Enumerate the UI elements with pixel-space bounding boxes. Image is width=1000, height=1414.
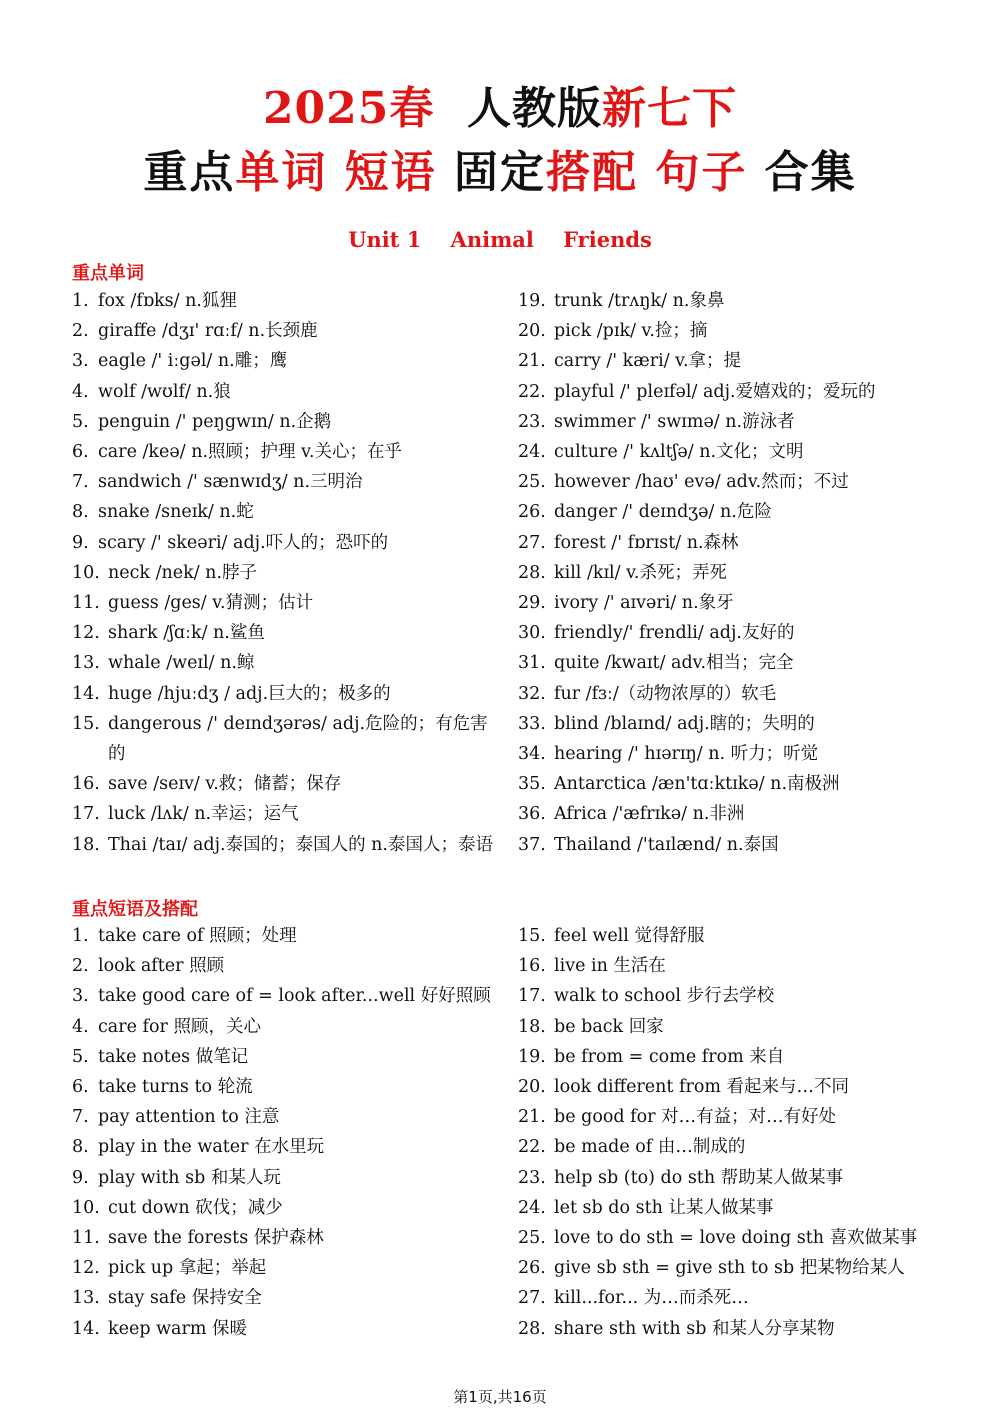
list-item xyxy=(518,830,938,860)
list-item xyxy=(72,981,492,1011)
list-item xyxy=(518,1132,938,1162)
item-text: share sth with sb 和某人分享某物 xyxy=(554,1318,835,1339)
item-text: look after 照顾 xyxy=(98,956,225,977)
item-text: live in 生活在 xyxy=(554,956,666,977)
item-text: let sb do sth 让某人做某事 xyxy=(554,1197,774,1218)
list-item xyxy=(72,467,502,497)
item-text: however /haʊ' evə/ adv.然而；不过 xyxy=(554,472,849,493)
item-number: 11. xyxy=(72,593,100,614)
list-item xyxy=(72,1193,492,1223)
list-item xyxy=(72,709,502,769)
item-text: keep warm 保暖 xyxy=(108,1318,248,1339)
list-item xyxy=(518,588,938,618)
title-segment: 合集 xyxy=(764,147,857,198)
item-text: take care of 照顾；处理 xyxy=(98,926,297,946)
item-number: 37. xyxy=(518,834,546,855)
item-number: 18. xyxy=(72,834,100,855)
list-item xyxy=(518,981,938,1011)
item-text: dangerous /' deɪndʒərəs/ adj.危险的；有危害的 xyxy=(108,713,488,765)
list-item xyxy=(518,346,938,376)
list-item xyxy=(518,618,938,648)
item-number: 28. xyxy=(518,1318,546,1339)
item-text: take good care of = look after...well 好好照顾 xyxy=(98,986,491,1007)
item-number: 33. xyxy=(518,713,546,734)
item-number: 25. xyxy=(518,472,546,493)
phrases-section-heading: 重点短语及搭配 xyxy=(72,899,198,920)
item-text: Antarctica /æn'tɑːktɪkə/ n.南极洲 xyxy=(554,774,840,795)
item-number: 1. xyxy=(72,926,89,946)
item-text: whale /weɪl/ n.鲸 xyxy=(108,653,255,674)
page-footer: 第1页,共16页 xyxy=(453,1388,547,1406)
list-item xyxy=(518,1072,938,1102)
item-number: 17. xyxy=(518,986,546,1007)
item-text: fur /fɜː/（动物浓厚的）软毛 xyxy=(554,683,777,704)
list-item xyxy=(72,497,502,527)
list-item xyxy=(518,799,938,829)
item-number: 22. xyxy=(518,381,546,402)
item-number: 20. xyxy=(518,321,546,342)
item-text: wolf /wʊlf/ n.狼 xyxy=(98,381,231,402)
item-text: quite /kwaɪt/ adv.相当；完全 xyxy=(554,653,794,674)
title-segment: 新七下 xyxy=(602,83,738,134)
title-line-2 xyxy=(0,136,1000,200)
title-segment: 重点 xyxy=(143,147,236,198)
item-text: stay safe 保持安全 xyxy=(108,1288,262,1309)
item-text: be made of 由…制成的 xyxy=(554,1137,746,1158)
vocab-left-list xyxy=(72,286,502,860)
list-item xyxy=(72,407,502,437)
item-text: save the forests 保护森林 xyxy=(108,1228,324,1249)
list-item xyxy=(72,558,502,588)
list-item xyxy=(72,588,502,618)
item-number: 12. xyxy=(72,623,100,644)
item-number: 36. xyxy=(518,804,546,825)
list-item xyxy=(72,1072,492,1102)
list-item xyxy=(518,769,938,799)
item-text: cut down 砍伐；减少 xyxy=(108,1197,283,1218)
title-segment: 2025春 xyxy=(262,83,468,134)
item-number: 3. xyxy=(72,351,89,372)
item-text: play with sb 和某人玩 xyxy=(98,1167,281,1188)
item-text: trunk /trʌŋk/ n.象鼻 xyxy=(554,291,725,311)
item-number: 7. xyxy=(72,472,89,493)
item-text: forest /' fɒrɪst/ n.森林 xyxy=(554,532,739,553)
item-text: pick /pɪk/ v.捡；摘 xyxy=(554,321,708,342)
title-line-1 xyxy=(0,72,1000,136)
item-number: 8. xyxy=(72,1137,89,1158)
item-number: 18. xyxy=(518,1016,546,1037)
item-text: hearing /' hɪərɪŋ/ n. 听力；听觉 xyxy=(554,744,819,765)
list-item xyxy=(518,528,938,558)
list-item xyxy=(72,286,502,316)
item-text: snake /sneɪk/ n.蛇 xyxy=(98,502,254,523)
item-text: feel well 觉得舒服 xyxy=(554,926,705,946)
item-text: playful /' pleɪfəl/ adj.爱嬉戏的；爱玩的 xyxy=(554,381,876,402)
list-item xyxy=(518,467,938,497)
item-number: 30. xyxy=(518,623,546,644)
list-item xyxy=(72,1132,492,1162)
item-text: be from = come from 来自 xyxy=(554,1046,785,1067)
list-item xyxy=(72,769,502,799)
item-text: fox /fɒks/ n.狐狸 xyxy=(98,291,237,311)
item-text: be back 回家 xyxy=(554,1016,664,1037)
item-number: 10. xyxy=(72,1197,100,1218)
list-item xyxy=(72,921,492,951)
list-item xyxy=(518,497,938,527)
item-number: 13. xyxy=(72,1288,100,1309)
list-item xyxy=(72,437,502,467)
list-item xyxy=(72,1223,492,1253)
list-item xyxy=(72,1102,492,1132)
item-text: care /keə/ n.照顾；护理 v.关心；在乎 xyxy=(98,442,402,463)
item-number: 12. xyxy=(72,1258,100,1279)
item-number: 9. xyxy=(72,532,89,553)
list-item xyxy=(72,528,502,558)
item-number: 27. xyxy=(518,532,546,553)
list-item xyxy=(72,1283,492,1313)
item-number: 6. xyxy=(72,1077,89,1098)
list-item xyxy=(518,407,938,437)
item-number: 5. xyxy=(72,1046,89,1067)
item-text: walk to school 步行去学校 xyxy=(554,986,775,1007)
list-item xyxy=(72,377,502,407)
title-segment: 搭配 句子 xyxy=(546,147,765,198)
item-number: 27. xyxy=(518,1288,546,1309)
list-item xyxy=(518,1042,938,1072)
item-number: 19. xyxy=(518,1046,546,1067)
list-item xyxy=(72,1163,492,1193)
list-item xyxy=(518,377,938,407)
list-item xyxy=(518,1012,938,1042)
item-number: 2. xyxy=(72,956,89,977)
item-number: 34. xyxy=(518,744,546,765)
list-item xyxy=(518,1102,938,1132)
list-item xyxy=(518,558,938,588)
item-text: eagle /' iːgəl/ n.雕；鹰 xyxy=(98,351,288,372)
item-text: culture /' kʌltʃə/ n.文化；文明 xyxy=(554,442,804,463)
list-item xyxy=(72,830,502,860)
item-text: look different from 看起来与…不同 xyxy=(554,1077,850,1098)
item-number: 15. xyxy=(518,926,546,946)
item-text: kill /kɪl/ v.杀死；弄死 xyxy=(554,562,727,583)
item-number: 17. xyxy=(72,804,100,825)
item-text: neck /nek/ n.脖子 xyxy=(108,562,258,583)
item-number: 35. xyxy=(518,774,546,795)
item-text: be good for 对…有益；对…有好处 xyxy=(554,1107,837,1128)
item-text: care for 照顾，关心 xyxy=(98,1016,261,1037)
list-item xyxy=(72,316,502,346)
list-item xyxy=(518,1193,938,1223)
item-number: 1. xyxy=(72,291,89,311)
list-item xyxy=(518,648,938,678)
item-number: 15. xyxy=(72,713,100,734)
list-item xyxy=(518,679,938,709)
vocab-section-heading: 重点单词 xyxy=(72,263,144,284)
item-text: play in the water 在水里玩 xyxy=(98,1137,325,1158)
list-item xyxy=(518,286,938,316)
title-segment: 单词 短语 xyxy=(235,147,454,198)
item-text: Africa /'æfrɪkə/ n.非洲 xyxy=(554,804,745,825)
item-number: 25. xyxy=(518,1228,546,1249)
list-item xyxy=(518,316,938,346)
item-number: 8. xyxy=(72,502,89,523)
item-text: danger /' deɪndʒə/ n.危险 xyxy=(554,502,772,523)
list-item xyxy=(518,1223,938,1253)
item-text: love to do sth = love doing sth 喜欢做某事 xyxy=(554,1228,918,1249)
item-text: guess /ges/ v.猜测；估计 xyxy=(108,593,314,614)
unit-heading: Unit 1 Animal Friends xyxy=(348,227,652,252)
item-text: ivory /' aɪvəri/ n.象牙 xyxy=(554,593,734,614)
item-text: friendly/' frendli/ adj.友好的 xyxy=(554,623,795,644)
list-item xyxy=(518,1314,938,1344)
item-text: take turns to 轮流 xyxy=(98,1077,253,1098)
item-text: pay attention to 注意 xyxy=(98,1107,280,1128)
item-number: 5. xyxy=(72,411,89,432)
list-item xyxy=(518,437,938,467)
list-item xyxy=(72,346,502,376)
item-number: 13. xyxy=(72,653,100,674)
item-number: 16. xyxy=(72,774,100,795)
item-number: 14. xyxy=(72,683,100,704)
item-text: shark /ʃɑːk/ n.鲨鱼 xyxy=(108,623,265,644)
item-number: 7. xyxy=(72,1107,89,1128)
list-item xyxy=(72,1012,492,1042)
item-number: 24. xyxy=(518,1197,546,1218)
list-item xyxy=(518,739,938,769)
item-number: 28. xyxy=(518,562,546,583)
list-item xyxy=(72,648,502,678)
list-item xyxy=(518,921,938,951)
item-number: 4. xyxy=(72,1016,89,1037)
item-number: 21. xyxy=(518,1107,546,1128)
item-number: 19. xyxy=(518,291,546,311)
item-number: 3. xyxy=(72,986,89,1007)
item-number: 9. xyxy=(72,1167,89,1188)
list-item xyxy=(518,951,938,981)
item-text: sandwich /' sænwɪdʒ/ n.三明治 xyxy=(98,472,363,493)
item-text: blind /blaɪnd/ adj.瞎的；失明的 xyxy=(554,713,815,734)
item-text: giraffe /dʒɪ' rɑːf/ n.长颈鹿 xyxy=(98,321,318,342)
list-item xyxy=(518,1283,938,1313)
list-item xyxy=(72,1253,492,1283)
phrases-left-list xyxy=(72,921,492,1344)
item-number: 23. xyxy=(518,1167,546,1188)
item-number: 29. xyxy=(518,593,546,614)
list-item xyxy=(72,618,502,648)
item-number: 20. xyxy=(518,1077,546,1098)
item-number: 22. xyxy=(518,1137,546,1158)
list-item xyxy=(518,1253,938,1283)
item-number: 26. xyxy=(518,1258,546,1279)
title-segment: 固定 xyxy=(454,147,546,198)
item-text: huge /hjuːdʒ / adj.巨大的；极多的 xyxy=(108,683,391,704)
title-segment: 人教版 xyxy=(467,83,603,134)
item-number: 32. xyxy=(518,683,546,704)
item-number: 4. xyxy=(72,381,89,402)
item-text: give sb sth = give sth to sb 把某物给某人 xyxy=(554,1258,905,1279)
item-number: 2. xyxy=(72,321,89,342)
item-number: 31. xyxy=(518,653,546,674)
item-number: 16. xyxy=(518,956,546,977)
item-number: 6. xyxy=(72,442,89,463)
item-number: 24. xyxy=(518,442,546,463)
list-item xyxy=(72,1314,492,1344)
list-item xyxy=(72,1042,492,1072)
list-item xyxy=(72,799,502,829)
item-number: 14. xyxy=(72,1318,100,1339)
list-item xyxy=(518,1163,938,1193)
list-item xyxy=(518,709,938,739)
item-text: luck /lʌk/ n.幸运；运气 xyxy=(108,804,299,825)
item-number: 26. xyxy=(518,502,546,523)
item-text: take notes 做笔记 xyxy=(98,1046,249,1067)
item-number: 21. xyxy=(518,351,546,372)
item-text: penguin /' peŋgwɪn/ n.企鹅 xyxy=(98,411,332,432)
list-item xyxy=(72,679,502,709)
item-text: Thai /taɪ/ adj.泰国的；泰国人的 n.泰国人；泰语 xyxy=(108,834,493,855)
item-text: kill...for... 为…而杀死… xyxy=(554,1288,749,1309)
vocab-right-list xyxy=(518,286,938,860)
item-number: 11. xyxy=(72,1228,100,1249)
item-number: 10. xyxy=(72,562,100,583)
item-text: pick up 拿起；举起 xyxy=(108,1258,267,1279)
item-text: Thailand /'taɪlænd/ n.泰国 xyxy=(554,834,779,855)
item-text: scary /' skeəri/ adj.吓人的；恐吓的 xyxy=(98,532,389,553)
item-text: help sb (to) do sth 帮助某人做某事 xyxy=(554,1167,844,1188)
phrases-right-list xyxy=(518,921,938,1344)
item-text: swimmer /' swɪmə/ n.游泳者 xyxy=(554,411,795,432)
item-number: 23. xyxy=(518,411,546,432)
item-text: save /seɪv/ v.救；储蓄；保存 xyxy=(108,774,342,795)
item-text: carry /' kæri/ v.拿；提 xyxy=(554,351,742,372)
list-item xyxy=(72,951,492,981)
